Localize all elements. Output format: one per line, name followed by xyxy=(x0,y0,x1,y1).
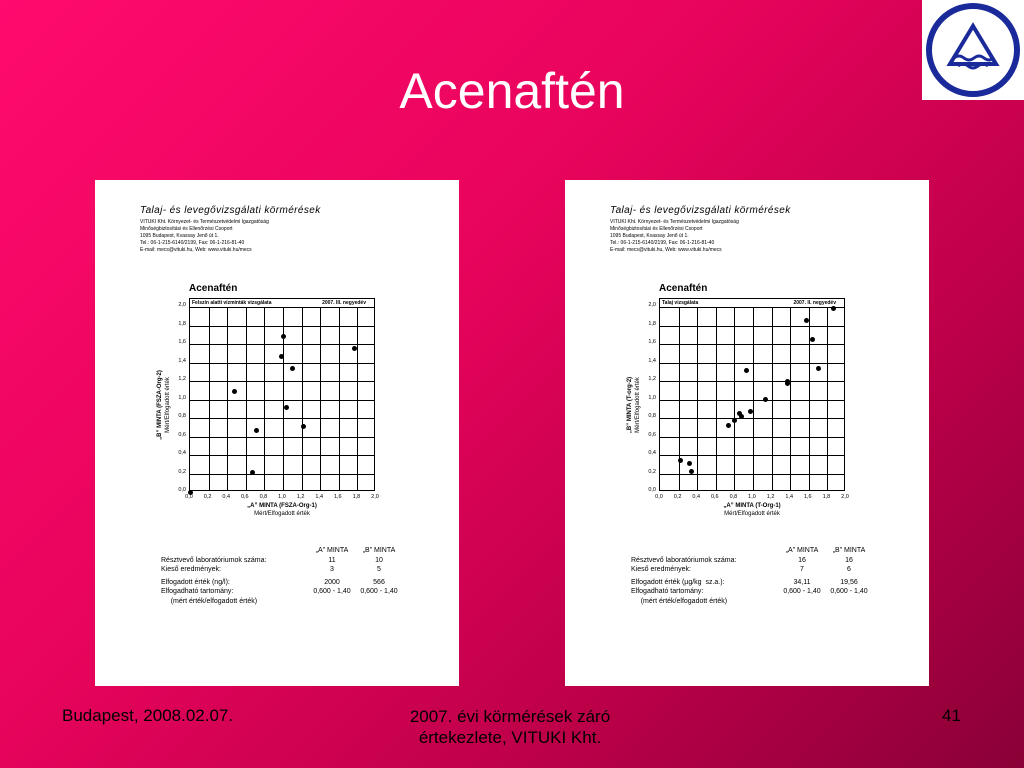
stats-table xyxy=(631,546,891,606)
stats-value-a: 0,600 - 1,40 xyxy=(313,588,351,595)
x-axis-sublabel: Mért/Elfogadott érték xyxy=(254,511,310,517)
y-tick-label: 1,6 xyxy=(178,339,186,345)
x-tick-label: 0,6 xyxy=(240,494,249,500)
data-point xyxy=(250,470,255,475)
y-tick-label: 1,8 xyxy=(178,320,186,327)
report-header xyxy=(610,205,791,254)
y-axis-label: „B” MINTA (FSZA-Org-2) xyxy=(157,370,163,440)
stats-value-a: 11 xyxy=(328,556,336,564)
y-tick-label: 2,0 xyxy=(648,302,656,308)
footer-center-line-1: 2007. évi körmérések záró xyxy=(409,707,611,726)
gridline-vertical xyxy=(753,307,754,490)
x-tick-label: 1,0 xyxy=(748,494,756,500)
gridline-vertical xyxy=(357,307,358,490)
gridline-horizontal xyxy=(660,455,844,456)
gridline-vertical xyxy=(827,307,828,490)
data-point xyxy=(763,397,768,402)
stats-col-b: „B” MINTA xyxy=(832,547,866,554)
y-tick-label: 0,0 xyxy=(648,487,656,493)
data-point xyxy=(831,306,836,311)
stats-value-b: 10 xyxy=(375,556,383,564)
x-tick-label: 0,0 xyxy=(185,494,193,500)
footer-center xyxy=(380,706,640,748)
stats-table xyxy=(161,546,421,606)
stats-label: Résztvevő laboratóriumok száma: xyxy=(161,556,267,564)
stats-label: Elfogadható tartomány: xyxy=(631,588,704,595)
data-point xyxy=(290,366,295,371)
gridline-horizontal xyxy=(660,326,844,327)
gridline-horizontal xyxy=(660,344,844,345)
gridline-horizontal xyxy=(660,474,844,475)
footer-date: Budapest, 2008.02.07. xyxy=(62,706,234,725)
y-tick-label: 0,4 xyxy=(178,450,186,456)
y-tick-label: 1,4 xyxy=(178,357,186,364)
x-tick-label: 0,8 xyxy=(729,494,738,500)
stats-label: (mért érték/elfogadott érték) xyxy=(631,597,728,605)
stats-label: Kieső eredmények: xyxy=(161,566,221,573)
stats-value-a: 16 xyxy=(798,556,806,564)
x-tick-label: 1,4 xyxy=(785,494,794,500)
stats-row xyxy=(631,556,891,566)
stats-value-a: 7 xyxy=(800,566,804,573)
gridline-horizontal xyxy=(190,400,374,401)
stats-header-row xyxy=(631,546,891,556)
gridline-vertical xyxy=(339,307,340,490)
report-header-title: Talaj- és levegővizsgálati körmérések xyxy=(140,205,321,216)
x-tick-label: 2,0 xyxy=(841,494,849,500)
report-page-2 xyxy=(565,180,929,686)
y-tick-label: 1,6 xyxy=(648,339,656,345)
data-point xyxy=(254,428,259,433)
data-point xyxy=(301,424,306,429)
gridline-horizontal xyxy=(190,474,374,475)
gridline-horizontal xyxy=(190,418,374,419)
x-axis-label: „A” MINTA (FSZA-Org-1) xyxy=(247,503,317,509)
x-tick-label: 0,0 xyxy=(655,494,663,500)
gridline-horizontal xyxy=(660,381,844,382)
stats-value-b: 566 xyxy=(373,578,385,586)
stats-value-b: 5 xyxy=(377,566,381,573)
x-tick-label: 0,4 xyxy=(692,494,701,500)
stats-row xyxy=(631,565,891,575)
report-header-line: VITUKI Kht. Környezet- és Természetvédelmi Igazgatóság xyxy=(140,219,269,225)
y-tick-label: 0,2 xyxy=(178,468,186,475)
x-tick-label: 1,6 xyxy=(803,494,812,500)
stats-col-a: „A” MINTA xyxy=(785,547,819,554)
report-header-line: Minőségbiztosítási és Ellenőrzési Csoport xyxy=(610,226,703,232)
stats-row xyxy=(161,556,421,566)
gridline-vertical xyxy=(264,307,265,490)
x-axis-label: „A” MINTA (T-Org-1) xyxy=(723,503,781,509)
footer-center-line-2: értekezlete, VITUKI Kht. xyxy=(418,728,602,747)
gridline-vertical xyxy=(809,307,810,490)
x-tick-label: 0,4 xyxy=(222,494,231,500)
y-tick-label: 1,4 xyxy=(648,357,656,364)
x-tick-label: 1,2 xyxy=(296,494,305,500)
y-tick-label: 0,8 xyxy=(648,413,656,419)
stats-value-b: 6 xyxy=(847,566,851,573)
plot-header-right: 2007. II. negyedév xyxy=(793,300,836,306)
y-tick-label: 0,2 xyxy=(648,468,656,475)
x-tick-label: 2,0 xyxy=(371,494,379,500)
gridline-horizontal xyxy=(660,400,844,401)
x-tick-label: 0,2 xyxy=(673,494,682,500)
stats-label: (mért érték/elfogadott érték) xyxy=(161,597,258,605)
gridline-horizontal xyxy=(190,363,374,364)
report-header-line: E-mail: mecs@vituki.hu, Web: www.vituki.hu/mecs xyxy=(610,247,722,253)
data-point xyxy=(732,418,737,423)
stats-row xyxy=(161,597,421,607)
vituki-logo-icon xyxy=(922,0,1024,100)
x-tick-label: 1,8 xyxy=(822,494,831,500)
stats-row xyxy=(631,587,891,597)
report-page-1 xyxy=(95,180,459,686)
chart-title: Acenaftén xyxy=(659,283,708,294)
plot-header-right: 2007. III. negyedév xyxy=(322,300,366,306)
stats-header-row xyxy=(161,546,421,556)
x-tick-label: 1,4 xyxy=(315,494,324,500)
stats-value-a: 34,11 xyxy=(793,578,811,586)
report-header-line: 1095 Budapest, Kvassay Jenő út 1. xyxy=(140,233,219,239)
data-point xyxy=(281,334,286,339)
chart-title: Acenaftén xyxy=(189,283,238,294)
data-point xyxy=(678,458,683,463)
stats-row xyxy=(161,565,421,575)
gridline-vertical xyxy=(772,307,773,490)
gridline-vertical xyxy=(697,307,698,490)
y-tick-label: 0,4 xyxy=(648,450,656,456)
slide-title: Acenaftén xyxy=(399,63,625,119)
report-header-line: Tel.: 06-1-215-6140/2199, Fax: 06-1-216-81-40 xyxy=(610,240,715,246)
gridline-vertical xyxy=(302,307,303,490)
y-axis-label: „B” MINTA (T-org-2) xyxy=(627,376,633,434)
gridline-vertical xyxy=(716,307,717,490)
stats-row xyxy=(631,597,891,607)
stats-row xyxy=(161,578,421,588)
y-axis-sublabel: Mért/Elfogadott érték xyxy=(165,377,171,433)
report-header-line: Minőségbiztosítási és Ellenőrzési Csoport xyxy=(140,226,233,232)
stats-col-a: „A” MINTA xyxy=(315,547,349,554)
gridline-vertical xyxy=(209,307,210,490)
stats-row xyxy=(161,587,421,597)
plot-header-left: Talaj vizsgálata xyxy=(662,300,699,306)
gridline-horizontal xyxy=(660,437,844,438)
gridline-horizontal xyxy=(190,437,374,438)
x-tick-label: 1,6 xyxy=(333,494,342,500)
stats-row xyxy=(631,578,891,588)
y-tick-label: 0,0 xyxy=(178,487,186,493)
gridline-horizontal xyxy=(190,381,374,382)
data-point xyxy=(816,366,821,371)
stats-label: Kieső eredmények: xyxy=(631,566,691,573)
gridline-vertical xyxy=(246,307,247,490)
gridline-vertical xyxy=(790,307,791,490)
x-tick-label: 0,2 xyxy=(203,494,212,500)
stats-label: Elfogadott érték (µg/kg sz.a.): xyxy=(631,578,725,586)
report-header-line: E-mail: mecs@vituki.hu, Web: www.vituki.hu/mecs xyxy=(140,247,252,253)
y-axis-sublabel: Mért/Elfogadott érték xyxy=(635,377,641,433)
data-point xyxy=(284,405,289,410)
logo xyxy=(922,0,1024,100)
stats-label: Elfogadható tartomány: xyxy=(161,588,234,595)
x-tick-label: 0,8 xyxy=(259,494,268,500)
report-header-line: VITUKI Kht. Környezet- és Természetvédelmi Igazgatóság xyxy=(610,219,739,225)
data-point xyxy=(748,409,753,414)
x-axis-sublabel: Mért/Elfogadott érték xyxy=(724,511,780,517)
gridline-horizontal xyxy=(660,418,844,419)
data-point xyxy=(232,389,237,394)
plot-header-left: Felszín alatti vízminták vizsgálata xyxy=(192,300,272,306)
gridline-horizontal xyxy=(190,455,374,456)
data-point xyxy=(352,346,357,351)
y-tick-label: 0,6 xyxy=(178,431,186,438)
stats-label: Elfogadott érték (ng/l): xyxy=(161,578,230,586)
y-tick-label: 0,8 xyxy=(178,413,186,419)
page-number: 41 xyxy=(942,706,961,725)
report-header xyxy=(140,205,321,254)
data-point xyxy=(744,368,749,373)
gridline-vertical xyxy=(320,307,321,490)
data-point xyxy=(279,354,284,359)
data-point xyxy=(726,423,731,428)
data-point xyxy=(687,461,692,466)
scatter-plot xyxy=(189,298,375,491)
stats-value-a: 0,600 - 1,40 xyxy=(783,588,821,595)
gridline-horizontal xyxy=(190,344,374,345)
y-tick-label: 1,2 xyxy=(178,376,186,382)
plot-header xyxy=(660,299,844,308)
gridline-horizontal xyxy=(660,363,844,364)
stats-value-a: 3 xyxy=(330,566,334,573)
y-tick-label: 1,0 xyxy=(178,394,186,401)
scatter-plot xyxy=(659,298,845,491)
gridline-horizontal xyxy=(190,326,374,327)
x-tick-label: 0,6 xyxy=(710,494,719,500)
data-point xyxy=(810,337,815,342)
stats-value-b: 16 xyxy=(845,556,853,564)
x-tick-label: 1,2 xyxy=(766,494,775,500)
stats-col-b: „B” MINTA xyxy=(362,547,396,554)
plot-header xyxy=(190,299,374,308)
y-tick-label: 0,6 xyxy=(648,431,656,438)
y-tick-label: 1,2 xyxy=(648,376,656,382)
gridline-vertical xyxy=(734,307,735,490)
stats-value-b: 0,600 - 1,40 xyxy=(830,588,868,595)
report-header-title: Talaj- és levegővizsgálati körmérések xyxy=(610,205,791,216)
y-tick-label: 1,8 xyxy=(648,320,656,327)
gridline-vertical xyxy=(227,307,228,490)
x-tick-label: 1,8 xyxy=(352,494,361,500)
stats-value-b: 19,56 xyxy=(840,578,858,586)
report-header-line: 1095 Budapest, Kvassay Jenő út 1. xyxy=(610,233,689,239)
report-header-line: Tel.: 06-1-215-6140/2199, Fax: 06-1-216-81-40 xyxy=(140,240,245,246)
y-tick-label: 1,0 xyxy=(648,394,656,401)
x-tick-label: 1,0 xyxy=(278,494,286,500)
y-tick-label: 2,0 xyxy=(178,302,186,308)
stats-value-a: 2000 xyxy=(324,578,340,586)
stats-label: Résztvevő laboratóriumok száma: xyxy=(631,556,737,564)
stats-value-b: 0,600 - 1,40 xyxy=(360,588,398,595)
